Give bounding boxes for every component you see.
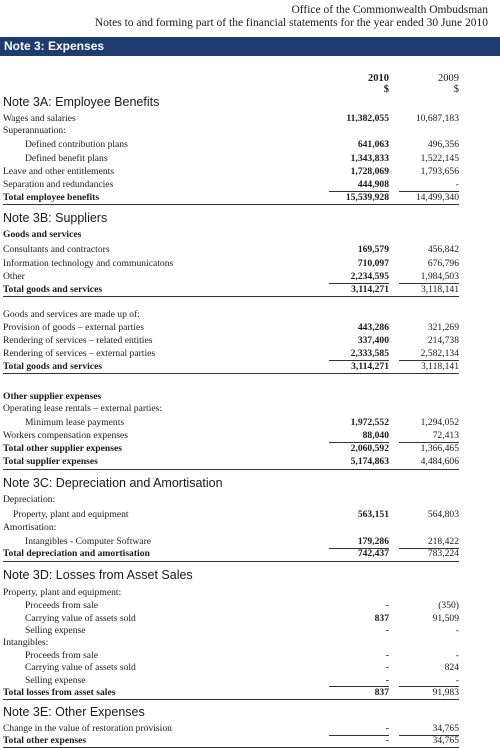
column-unit-2010: $ <box>383 84 389 95</box>
column-unit-2009: $ <box>453 84 459 95</box>
table-row: Property, plant and equipment 563,151 564,803 <box>13 509 459 520</box>
total-row: Total goods and services 3,114,271 3,118,141 <box>3 361 459 372</box>
section-heading-3e: Note 3E: Other Expenses <box>3 705 145 719</box>
table-row: Change in the value of restoration provision - 34,765 <box>3 723 459 734</box>
table-row: Rendering of services – external parties 2,333,585 2,582,134 <box>3 348 459 359</box>
table-row: Property, plant and equipment: <box>3 587 122 598</box>
section-heading-3c: Note 3C: Depreciation and Amortisation <box>3 476 223 490</box>
table-row: Goods and services are made up of: <box>3 309 140 320</box>
table-row: Defined contribution plans 641,063 496,356 <box>25 139 459 150</box>
table-row: Operating lease rentals – external parties: <box>3 403 163 414</box>
document-subtitle: Notes to and forming part of the financial statements for the year ended 30 June 2010 <box>94 17 488 29</box>
table-row: Provision of goods – external parties 443,286 321,269 <box>3 322 459 333</box>
total-rule <box>3 296 459 297</box>
total-rule <box>3 699 459 700</box>
section-heading-3b: Note 3B: Suppliers <box>3 211 108 225</box>
table-row: Proceeds from sale - - <box>25 650 459 661</box>
note-title-bar: Note 3: Expenses <box>0 37 500 56</box>
table-row: Defined benefit plans 1,343,833 1,522,145 <box>25 153 459 164</box>
table-row: Rendering of services – related entities 337,400 214,738 <box>3 335 459 346</box>
total-rule <box>3 204 459 205</box>
table-row: Selling expense - - <box>25 675 459 686</box>
total-row: Total other supplier expenses 2,060,592 1,366,465 <box>3 443 459 454</box>
table-row: Intangibles - Computer Software 179,286 218,422 <box>25 536 459 547</box>
table-row: Other supplier expenses <box>3 391 102 402</box>
table-row: Workers compensation expenses 88,040 72,413 <box>3 430 459 441</box>
section-heading-3a: Note 3A: Employee Benefits <box>3 95 160 109</box>
table-row: Information technology and communicatons 710,097 676,796 <box>3 258 459 269</box>
total-row: Total losses from asset sales 837 91,983 <box>3 687 459 698</box>
table-row: Consultants and contractors 169,579 456,842 <box>3 244 459 255</box>
table-row: Selling expense - - <box>25 625 459 636</box>
organisation-name: Office of the Commonwealth Ombudsman <box>291 4 488 16</box>
table-row: Wages and salaries 11,382,055 10,687,183 <box>3 113 459 124</box>
total-rule <box>3 469 459 470</box>
table-row: Superannuation: <box>3 125 66 136</box>
table-row: Leave and other entitlements 1,728,069 1,793,656 <box>3 166 459 177</box>
table-row: Amortisation: <box>3 522 57 533</box>
column-header-2010: 2010 <box>368 73 389 84</box>
table-row: Depreciation: <box>3 494 56 505</box>
total-row: Total goods and services 3,114,271 3,118,141 <box>3 284 459 295</box>
section-heading-3d: Note 3D: Losses from Asset Sales <box>3 568 193 582</box>
total-rule <box>3 561 459 562</box>
table-row: Carrying value of assets sold - 824 <box>25 662 459 673</box>
table-row: Intangibles: <box>3 637 49 648</box>
table-row: Goods and services <box>3 229 82 240</box>
total-row: Total employee benefits 15,539,928 14,499,340 <box>3 192 459 203</box>
table-row: Carrying value of assets sold 837 91,509 <box>25 613 459 624</box>
total-row: Total other expenses - 34,765 <box>3 735 459 746</box>
table-row: Separation and redundancies 444,908 - <box>3 179 459 190</box>
total-row: Total supplier expenses 5,174,863 4,484,606 <box>3 456 459 467</box>
table-row: Minimum lease payments 1,972,552 1,294,052 <box>25 417 459 428</box>
table-row: Other 2,234,595 1,984,503 <box>3 271 459 282</box>
column-header-2009: 2009 <box>438 73 459 84</box>
table-row: Proceeds from sale - (350) <box>25 600 459 611</box>
total-row: Total depreciation and amortisation 742,437 783,224 <box>3 548 459 559</box>
total-rule <box>3 373 459 374</box>
